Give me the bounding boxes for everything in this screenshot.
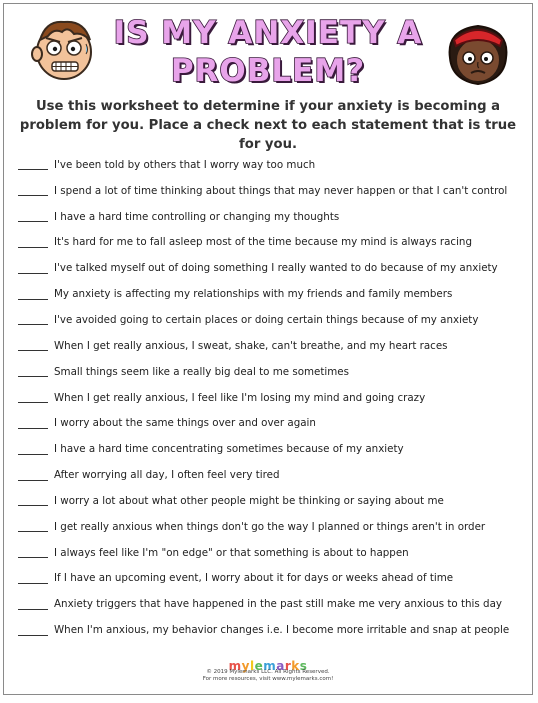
statement-row xyxy=(18,204,523,230)
statement-row xyxy=(18,385,523,411)
statement-text: When I get really anxious, I sweat, shake, can't breathe, and my heart races xyxy=(54,339,448,352)
check-blank[interactable] xyxy=(18,289,48,300)
statement-row xyxy=(18,488,523,514)
worksheet-title-line1: IS MY ANXIETY A xyxy=(113,15,423,51)
check-blank[interactable] xyxy=(18,547,48,558)
statement-text: I get really anxious when things don't go the way I planned or things aren't in order xyxy=(54,520,486,533)
statement-text: If I have an upcoming event, I worry about it for days or weeks ahead of time xyxy=(54,572,454,585)
check-blank[interactable] xyxy=(18,263,48,274)
instructions-text: Use this worksheet to determine if your anxiety is becoming a problem for you. Place a check next to each statement that is true for you. xyxy=(19,99,517,152)
check-blank[interactable] xyxy=(18,470,48,481)
check-blank[interactable] xyxy=(18,237,48,248)
check-blank[interactable] xyxy=(18,366,48,377)
statement-text: I worry about the same things over and over again xyxy=(54,417,316,430)
statement-text: I've been told by others that I worry way too much xyxy=(54,158,316,171)
resources-text: For more resources, visit www.mylemarks.com! xyxy=(202,676,334,682)
statement-text: My anxiety is affecting my relationships with my friends and family members xyxy=(54,288,453,301)
statement-row xyxy=(18,540,523,566)
statement-text: After worrying all day, I often feel very tired xyxy=(54,469,280,482)
statement-list xyxy=(18,152,523,643)
check-blank[interactable] xyxy=(18,392,48,403)
statement-text: I have a hard time concentrating sometimes because of my anxiety xyxy=(54,443,404,456)
statement-text: I've talked myself out of doing something I really wanted to do because of my anxiety xyxy=(54,262,498,275)
check-blank[interactable] xyxy=(18,185,48,196)
statement-row xyxy=(18,359,523,385)
check-blank[interactable] xyxy=(18,521,48,532)
statement-text: I always feel like I'm "on edge" or that something is about to happen xyxy=(54,546,409,559)
check-blank[interactable] xyxy=(18,444,48,455)
statement-row xyxy=(18,410,523,436)
statement-text: Small things seem like a really big deal to me sometimes xyxy=(54,365,350,378)
statement-row xyxy=(18,436,523,462)
check-blank[interactable] xyxy=(18,495,48,506)
statement-text: When I get really anxious, I feel like I'm losing my mind and going crazy xyxy=(54,391,426,404)
statement-text: I have a hard time controlling or changing my thoughts xyxy=(54,210,340,223)
check-blank[interactable] xyxy=(18,573,48,584)
statement-text: It's hard for me to fall asleep most of the time because my mind is always racing xyxy=(54,236,472,249)
statement-row xyxy=(18,514,523,540)
statement-row xyxy=(18,178,523,204)
statement-row xyxy=(18,617,523,643)
statement-text: I worry a lot about what other people might be thinking or saying about me xyxy=(54,494,444,507)
worksheet-page xyxy=(3,3,533,695)
copyright-text: © 2019 Mylemarks LLC. All Rights Reserved. xyxy=(206,669,330,675)
statement-row xyxy=(18,255,523,281)
statement-row xyxy=(18,462,523,488)
statement-row xyxy=(18,152,523,178)
worksheet-title-line2: PROBLEM? xyxy=(170,53,366,89)
statement-row xyxy=(18,591,523,617)
check-blank[interactable] xyxy=(18,599,48,610)
statement-text: When I'm anxious, my behavior changes i.e. I become more irritable and snap at people xyxy=(54,624,510,637)
statement-row xyxy=(18,281,523,307)
statement-text: I spend a lot of time thinking about things that may never happen or that I can't control xyxy=(54,184,508,197)
statement-row xyxy=(18,333,523,359)
check-blank[interactable] xyxy=(18,159,48,170)
check-blank[interactable] xyxy=(18,625,48,636)
brand-logo-text: mylemarks xyxy=(228,659,308,673)
check-blank[interactable] xyxy=(18,418,48,429)
footer xyxy=(4,655,532,683)
statement-row xyxy=(18,307,523,333)
check-blank[interactable] xyxy=(18,314,48,325)
statement-text: I've avoided going to certain places or doing certain things because of my anxiety xyxy=(54,313,479,326)
statement-row xyxy=(18,230,523,256)
check-blank[interactable] xyxy=(18,340,48,351)
statement-text: Anxiety triggers that have happened in the past still make me very anxious to this day xyxy=(54,598,502,611)
check-blank[interactable] xyxy=(18,211,48,222)
statement-row xyxy=(18,566,523,592)
